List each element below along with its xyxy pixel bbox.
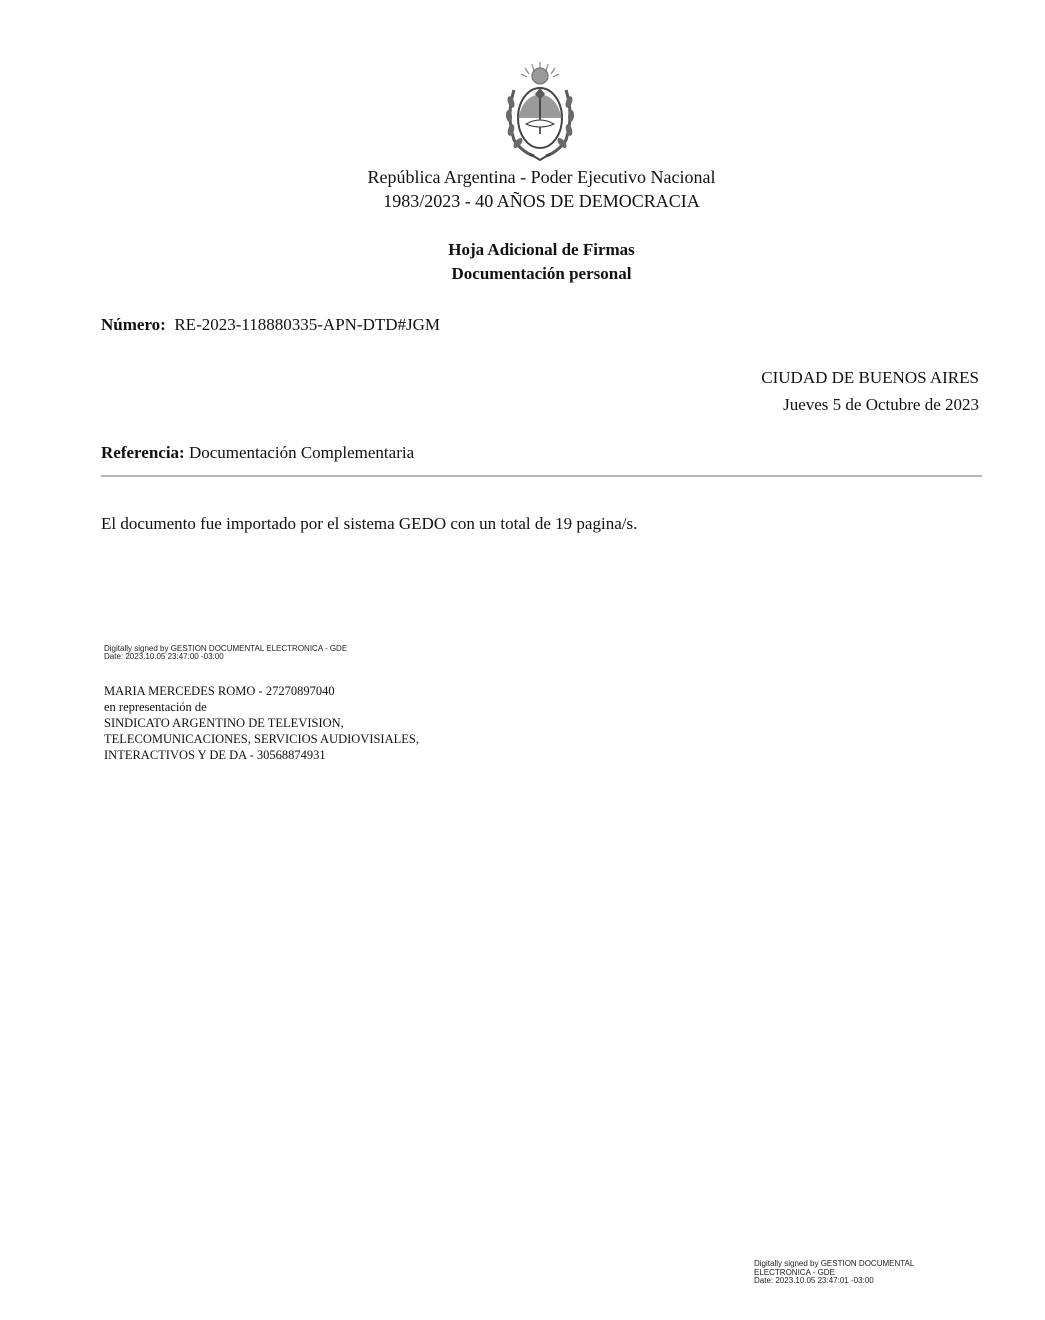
document-title: Hoja Adicional de Firmas (448, 240, 635, 259)
footer-stamp-date: Date: 2023.10.05 23:47:01 -03:00 (754, 1276, 874, 1285)
reference-label: Referencia: (101, 443, 185, 462)
national-coat-of-arms-icon (500, 60, 580, 164)
footer-signature-stamp (754, 1260, 914, 1286)
signer-organization-line-3: INTERACTIVOS Y DE DA - 30568874931 (104, 748, 326, 762)
footer-stamp-line-2: ELECTRONICA - GDE (754, 1267, 835, 1277)
digital-signature-stamp (104, 645, 347, 661)
reference-value: Documentación Complementaria (188, 443, 415, 462)
footer-stamp-line-1: Digitally signed by GESTION DOCUMENTAL (754, 1259, 915, 1268)
signer-name: MARIA MERCEDES ROMO - 27270897040 (104, 684, 335, 698)
signer-organization-line-2: TELECOMUNICACIONES, SERVICIOS AUDIOVISIALES, (104, 732, 419, 746)
document-date: Jueves 5 de Octubre de 2023 (783, 395, 979, 414)
reference (101, 442, 414, 464)
document-number (101, 314, 440, 336)
year-motto-line: 1983/2023 - 40 AÑOS DE DEMOCRACIA (383, 191, 700, 211)
number-label: Número: (101, 315, 166, 334)
issuer-line: República Argentina - Poder Ejecutivo Nacional (367, 167, 716, 187)
document-subtitle: Documentación personal (451, 264, 632, 283)
city: CIUDAD DE BUENOS AIRES (761, 368, 979, 387)
signer-block (104, 683, 419, 763)
signer-organization-line-1: SINDICATO ARGENTINO DE TELEVISION, (104, 716, 344, 730)
signer-representation: en representación de (104, 700, 207, 714)
signature-stamp-date: Date: 2023.10.05 23:47:00 -03:00 (104, 652, 224, 661)
body-text: El documento fue importado por el sistema GEDO con un total de 19 pagina/s. (101, 514, 638, 533)
signature-stamp-signer: Digitally signed by GESTION DOCUMENTAL ELECTRONICA - GDE (104, 644, 348, 653)
number-value: RE-2023-118880335-APN-DTD#JGM (174, 315, 441, 334)
divider (101, 475, 982, 477)
